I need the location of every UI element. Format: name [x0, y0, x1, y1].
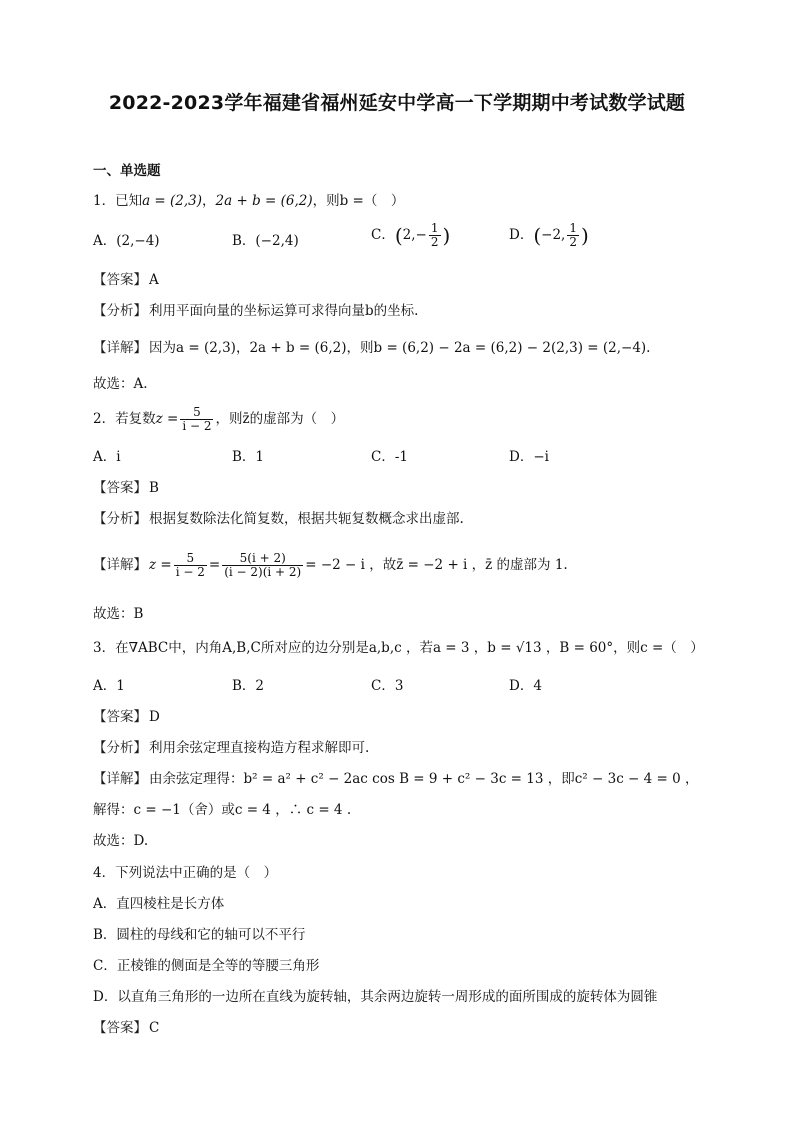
q4-option-a: A．直四棱柱是长方体	[93, 896, 225, 912]
q2-stem: 2．若复数z = $\frac{5}{i - 2}$ ，则z̄的虚部为（ ）	[93, 405, 345, 433]
q2-detail: 【详解】 z = $\frac{5}{i - 2}$ = $\frac{5(i + 2)}{(i - 2)(i + 2)}$ = −2 − i ，故z̄ = −2 + i ，z̄ 的虚部为 1.	[93, 551, 568, 579]
q2-choose: 故选：B	[93, 606, 144, 622]
q1-stem: 1．已知a = (2,3)，2a + b = (6,2)，则b =（ ）	[93, 193, 405, 209]
q3-option-a: A．1	[93, 678, 125, 694]
q3-option-d: D．4	[509, 678, 542, 694]
q3-answer: 【答案】 D	[93, 709, 160, 725]
q4-option-d: D．以直角三角形的一边所在直线为旋转轴，其余两边旋转一周形成的面所围成的旋转体为圆锥	[93, 989, 658, 1005]
q3-analysis: 【分析】 利用余弦定理直接构造方程求解即可.	[93, 740, 370, 756]
q4-option-c: C．正棱锥的侧面是全等的等腰三角形	[93, 958, 320, 974]
q1-option-b: B．(−2,4)	[232, 233, 299, 249]
q4-answer: 【答案】 C	[93, 1020, 160, 1036]
q2-answer: 【答案】 B	[93, 480, 159, 496]
q3-choose: 故选：D.	[93, 833, 149, 849]
q2-option-b: B．1	[232, 449, 265, 465]
q1-analysis: 【分析】 利用平面向量的坐标运算可求得向量b的坐标.	[93, 303, 419, 319]
q2-analysis: 【分析】 根据复数除法化简复数，根据共轭复数概念求出虚部.	[93, 511, 464, 527]
q2-option-a: A．i	[93, 449, 121, 465]
q3-detail: 【详解】 由余弦定理得：b² = a² + c² − 2ac cos B = 9 + c² − 3c = 13 ，即c² − 3c − 4 = 0 ，	[93, 771, 699, 787]
q3-solve: 解得：c = −1（舍）或c = 4 ，∴ c = 4 .	[93, 802, 352, 818]
q1-detail: 【详解】 因为a = (2,3)，2a + b = (6,2)，则b = (6,2) − 2a = (6,2) − 2(2,3) = (2,−4).	[93, 340, 651, 356]
q2-option-c: C．-1	[371, 449, 408, 465]
q2-option-d: D．−i	[509, 449, 549, 465]
q3-option-c: C．3	[371, 678, 404, 694]
q1-option-c: C．(2,− $\frac{1}{2}$ )	[371, 221, 451, 249]
q4-stem: 4．下列说法中正确的是（ ）	[93, 865, 278, 881]
q3-option-b: B．2	[232, 678, 265, 694]
q4-option-b: B．圆柱的母线和它的轴可以不平行	[93, 927, 306, 943]
q1-choose: 故选：A.	[93, 376, 148, 392]
q1-answer: 【答案】 A	[93, 272, 159, 288]
q3-stem: 3．在∇ABC中，内角A,B,C所对应的边分别是a,b,c ，若a = 3 ，b = √13 ，B = 60°，则c =（ ）	[93, 640, 704, 656]
section-heading: 一、单选题	[93, 163, 161, 179]
q1-option-a: A．(2,−4)	[93, 233, 160, 249]
page-title: 2022-2023学年福建省福州延安中学高一下学期期中考试数学试题	[108, 92, 686, 114]
q1-option-d: D．(−2, $\frac{1}{2}$ )	[509, 221, 589, 249]
